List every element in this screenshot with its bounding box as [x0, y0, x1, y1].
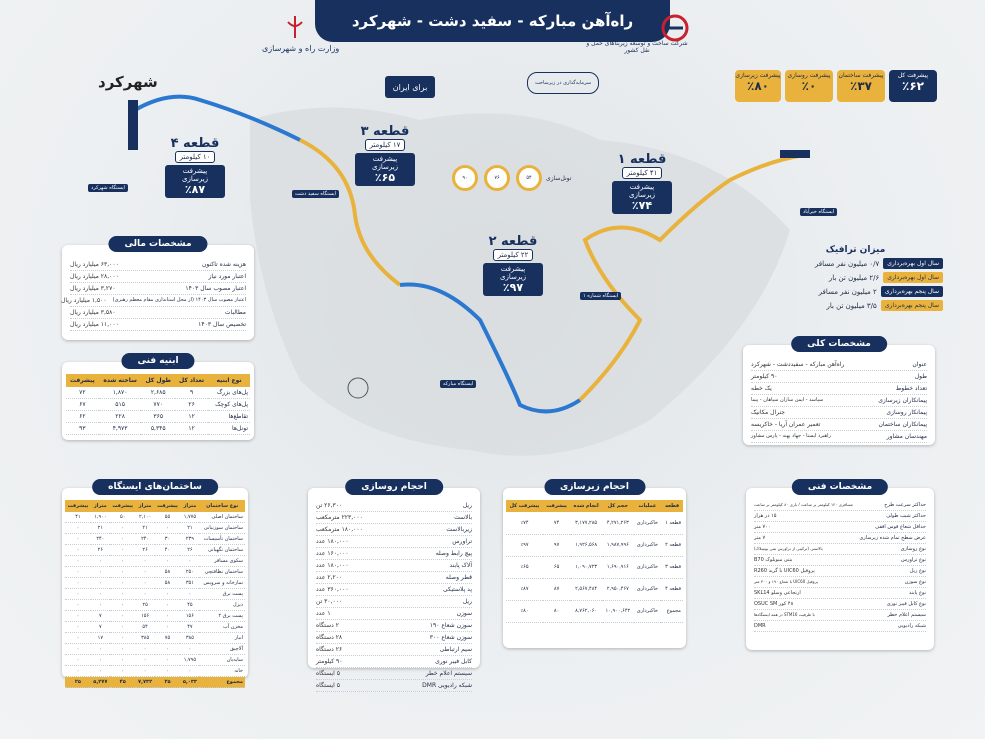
tech-row: شبکه رادیویی DMR [754, 621, 926, 632]
structures-table: نوع ابنیه تعداد کل طول کل ساخته شده پیشرفت پل‌های بزرگ ۹ ۲,۶۸۵ ۱,۸۷۰ ۷۲ پل‌های کوچک ۲۶ ۷۷۰ ۵۱۵ ۶۷ تقاطع‌ها ۱۲ ۳۶۵ ۲۲۸ ۶۲ تونل‌ها ۱۲ ۵,۳۴۵ ۴,۹۷۳ ۹۳ [66, 374, 250, 435]
stat-circle: ۷۶ [484, 165, 510, 191]
pav-row: ریل ۳۰,۰۰۰ تن [316, 596, 472, 608]
pav-row: سیستم اعلام خطر ۵ ایستگاه [316, 668, 472, 680]
fin-row: اعتبار مصوب سال ۱۴۰۳ ۳,۲۷۰ میلیارد ریال [70, 283, 246, 295]
building-progress: پیشرفت ساختمان ٪۳۷ [837, 70, 885, 102]
traffic-box [768, 245, 943, 314]
table-row: سکوی مسافر ۰ ۰ ۰ ۰ ۰ ۰ [65, 556, 245, 567]
section-progress: پیشرفت زیرسازی ٪۶۵ [355, 153, 415, 186]
station-shahrekord-marker [128, 100, 138, 150]
table-row: تونل‌ها ۱۲ ۵,۳۴۵ ۴,۹۷۳ ۹۳ [66, 423, 250, 435]
section-4 [165, 136, 225, 198]
table-row: پست برق ۰ ۰ ۰ ۰ ۰ ۰ [65, 589, 245, 600]
tech-row: نوع کابل فیبر نوری ۴۸ کور OSUC SM [754, 599, 926, 610]
fin-row: هزینه شده تاکنون ۶۳,۰۰۰ میلیارد ریال [70, 259, 246, 271]
overall-progress [735, 70, 937, 102]
section-name: قطعه ۴ [170, 136, 220, 151]
section-km: ۱۰ کیلومتر [175, 151, 216, 163]
spec-row: پیمانکاران ساختمان تعمیر عمران آریا - خاکریسه [751, 419, 927, 431]
stat-circle: ۹۰ [452, 165, 478, 191]
table-row: انبار ۳۸۵ ۷۵ ۳۸۵ ۰ ۱۷ ۰ [65, 633, 245, 644]
pav-row: شبکه رادیویی DMR ۵ ایستگاه [316, 680, 472, 692]
structures-panel [62, 356, 254, 440]
ministry-name: وزارت راه و شهرسازی [262, 44, 340, 53]
table-row: ساختمان تأسیسات ۲۳۹ ۳۰ ۲۴۰ ۰ ۲۴۰ ۰ [65, 534, 245, 545]
pav-row: زیربالاست ۱۸۰,۰۰۰ مترمکعب [316, 524, 472, 536]
emblem-icon [284, 14, 306, 40]
stat-icons [452, 161, 582, 195]
fin-row: اعتبار مورد نیاز ۲۸,۰۰۰ میلیارد ریال [70, 271, 246, 283]
section-name: قطعه ۲ [488, 234, 538, 249]
table-row: دیزل ۴۵ ۰ ۲۵ ۰ ۰ ۰ [65, 600, 245, 611]
panel-title: مشخصات فنی [792, 479, 888, 495]
buildings-table: نوع ساختمان متراژ پیشرفت متراژ پیشرفت متراژ پیشرفت ساختمان اصلی ۱,۷۷۵ ۵۵ ۲,۱۰۰ ۵۰ ۱,۹۰۰ ۴۱ ساختمان سوزنبانی ۲۱ ۰ ۲۱ ۰ ۲۱ ۰ ساختمان تأسیسات ۲۳۹ ۳۰ ۲۴۰ ۰ ۲۴۰ ۰ ساختمان نگهبانی ۲۶ ۴۰ ۲۶ ۰ ۲۶ ۰ سکوی مسافر ۰ ۰ ۰ ۰ ۰ ۰ ساختمان نظافتچی ۲۵۰ ۵۸ ۰ ۰ ۰ ۰ نمازخانه و سرویس ۳۵۱ ۵۸ ۰ ۰ ۰ ۰ پست برق ۰ ۰ ۰ ۰ ۰ ۰ دیزل ۴۵ ۰ ۲۵ ۰ ۰ ۰ پست برق ۲ ۱۵۶ ۰ ۱۵۶ ۰ ۷ ۰ مخزن آب ۴۷ ۰ ۵۴ ۰ ۷ ۰ انبار ۳۸۵ ۷۵ ۳۸۵ ۰ ۱۷ ۰ آلاچیق ۰ ۰ ۰ ۰ ۰ ۰ سایه‌بان ۱,۷۹۵ ۰ ۰ ۰ ۰ ۰ خانه ۰ ۰ ۰ ۰ ۰ ۰ مجموع ۵,۰۳۳ ۲۵ ۷,۷۳۲ ۴۵ ۵,۲۷۷ ۲۵ [65, 500, 245, 688]
substructure-table: قطعه عملیات حجم کل انجام شده پیشرفت پیشرفت کل قطعه ۱ خاکبرداری ۴,۲۷۱,۲۶۳ ۳,۱۷۷,۲۸۵ ۷۴ ٪۷۴ قطعه ۲ خاکبرداری ۱,۹۸۷,۹۹۶ ۱,۹۲۶,۵۶۸ ۹۷ ٪۹۷ قطعه ۳ خاکبرداری ۱,۶۹۰,۹۱۶ ۱,۰۹۰,۷۲۳ ۶۵ ٪۶۵ قطعه ۴ خاکبرداری ۲,۹۵۰,۴۶۷ ۲,۵۶۷,۴۸۴ ۸۷ ٪۸۷ مجموع خاکبرداری ۱۰,۹۰۰,۶۴۲ ۸,۷۶۲,۰۶۰ ۸۰ ٪۸۰ [506, 500, 683, 623]
table-footer: مجموع ۵,۰۳۳ ۲۵ ۷,۷۳۲ ۴۵ ۵,۲۷۷ ۲۵ [65, 677, 245, 688]
brand-title: برای ایران [385, 76, 435, 98]
city-label: شهرکرد [98, 73, 158, 91]
pav-row: پد پلاستیکی ۳۶۰,۰۰۰ عدد [316, 584, 472, 596]
slogan: سرمایه‌گذاری در زیرساخت [527, 72, 599, 94]
pavement-panel [308, 482, 480, 689]
traffic-row: سال اول بهره‌برداری ۰/۷ میلیون نفر مسافر [768, 258, 943, 269]
table-row: مخزن آب ۴۷ ۰ ۵۴ ۰ ۷ ۰ [65, 622, 245, 633]
table-row: ساختمان نظافتچی ۲۵۰ ۵۸ ۰ ۰ ۰ ۰ [65, 567, 245, 578]
pav-row: تراورس ۱۸۰,۰۰۰ عدد [316, 536, 472, 548]
panel-title: مشخصات مالی [108, 236, 207, 252]
pav-row: ریل ۲۶,۳۰۰ تن [316, 500, 472, 512]
section-name: قطعه ۱ [617, 152, 667, 167]
substructure-progress: پیشرفت زیرسازی ٪۸۰ [735, 70, 781, 102]
table-row: پل‌های بزرگ ۹ ۲,۶۸۵ ۱,۸۷۰ ۷۲ [66, 387, 250, 399]
section-1 [612, 152, 672, 214]
table-row: ساختمان نگهبانی ۲۶ ۴۰ ۲۶ ۰ ۲۶ ۰ [65, 545, 245, 556]
financial-panel [61, 239, 254, 340]
tech-row: نوع تراورس بتنی منوبلوک B70 [754, 555, 926, 566]
table-row: سایه‌بان ۱,۷۹۵ ۰ ۰ ۰ ۰ ۰ [65, 655, 245, 666]
table-row: ساختمان اصلی ۱,۷۷۵ ۵۵ ۲,۱۰۰ ۵۰ ۱,۹۰۰ ۴۱ [65, 512, 245, 523]
section-km: ۲۲ کیلومتر [493, 249, 534, 261]
tech-row: نوع سوزن پروفیل UIC60 با شعاع ۱۹۰ و ۳۰۰ متر [754, 577, 926, 588]
tunnel-label: تونل‌سازی [546, 175, 572, 182]
tech-row: نوع ریل پروفیل UIC60 با گرید R260 [754, 566, 926, 577]
section-km: ۱۷ کیلومتر [365, 139, 406, 151]
station-label: ایستگاه شماره ۱ [580, 292, 621, 300]
pavement-progress: پیشرفت روسازی ٪۰ [785, 70, 833, 102]
spec-row: پیمانکار روسازی جنرال مکانیک [751, 407, 927, 419]
section-progress: پیشرفت زیرسازی ٪۹۷ [483, 263, 543, 296]
section-km: ۴۱ کیلومتر [622, 167, 663, 179]
section-name: قطعه ۳ [360, 124, 410, 139]
table-row: مجموع خاکبرداری ۱۰,۹۰۰,۶۴۲ ۸,۷۶۲,۰۶۰ ۸۰ ٪۸۰ [506, 600, 683, 622]
panel-title: احجام روسازی [345, 479, 443, 495]
section-3 [355, 124, 415, 186]
tech-row: نوع روسازی بالاستی (ترکیبی از تراورس بتنی یونیبلاک) [754, 544, 926, 555]
stat-circle: ۵۴ [516, 165, 542, 191]
pav-row: کابل فیبر نوری ۹۰ کیلومتر [316, 656, 472, 668]
technical-specs-panel [746, 482, 934, 650]
total-progress: پیشرفت کل ٪۶۲ [889, 70, 937, 102]
spec-row: پیمانکاران زیرسازی سپاسد - ایمن سازان سپاهان - پیما [751, 395, 927, 407]
spec-row: مهندسان مشاور راهبرد ایستا - جهاد پهنه - پارس مشاور [751, 431, 927, 443]
panel-title: ابنیه فنی [121, 353, 194, 369]
pav-row: سوزن شعاع ۳۰۰ ۲۸ دستگاه [316, 632, 472, 644]
buildings-panel [62, 482, 248, 685]
fin-row: تخصیص سال ۱۴۰۳ ۱۱,۰۰۰ میلیارد ریال [70, 319, 246, 331]
table-row: پست برق ۲ ۱۵۶ ۰ ۱۵۶ ۰ ۷ ۰ [65, 611, 245, 622]
tech-row: عرض سطح تمام شده زیرسازی ۷ متر [754, 533, 926, 544]
panel-title: مشخصات کلی [791, 336, 887, 352]
table-row: تقاطع‌ها ۱۲ ۳۶۵ ۲۲۸ ۶۲ [66, 411, 250, 423]
table-row: ساختمان سوزنبانی ۲۱ ۰ ۲۱ ۰ ۲۱ ۰ [65, 523, 245, 534]
traffic-row: سال پنجم بهره‌برداری ۳/۵ میلیون تن بار [768, 300, 943, 311]
station-label: ایستگاه شهرکرد [88, 184, 128, 192]
station-mobarakeh-marker [780, 150, 810, 158]
section-progress: پیشرفت زیرسازی ٪۷۴ [612, 181, 672, 214]
pav-row: سوزن شعاع ۱۹۰ ۲ دستگاه [316, 620, 472, 632]
section-progress: پیشرفت زیرسازی ٪۸۷ [165, 165, 225, 198]
spec-row: تعداد خطوط یک خطه [751, 383, 927, 395]
company-name: شرکت ساخت و توسعه زیربناهای حمل و نقل کشور [586, 40, 688, 54]
pav-row: پیچ رابط وصله ۱۶۰,۰۰۰ عدد [316, 548, 472, 560]
general-specs-panel [743, 339, 935, 445]
station-label: ایستگاه مبارکه [440, 380, 476, 388]
traffic-row: سال پنجم بهره‌برداری ۲ میلیون نفر مسافر [768, 286, 943, 297]
section-2 [483, 234, 543, 296]
table-row: پل‌های کوچک ۲۶ ۷۷۰ ۵۱۵ ۶۷ [66, 399, 250, 411]
tech-row: حداقل شعاع قوس افقی ۷۰۰ متر [754, 522, 926, 533]
page-title: راه‌آهن مبارکه - سفید دشت - شهرکرد [315, 0, 670, 42]
tech-row: سیستم اعلام خطر با ظرفیت STM16 در همه ایستگاه‌ها [754, 610, 926, 621]
pav-row: آلاک پابند ۱۸۰,۰۰۰ عدد [316, 560, 472, 572]
station-label: ایستگاه خیرآباد [800, 208, 837, 216]
traffic-row: سال اول بهره‌برداری ۲/۶ میلیون تن بار [768, 272, 943, 283]
table-row: قطعه ۲ خاکبرداری ۱,۹۸۷,۹۹۶ ۱,۹۲۶,۵۶۸ ۹۷ ٪۹۷ [506, 534, 683, 556]
spec-row: طول ۹۰ کیلومتر [751, 371, 927, 383]
fin-row: مطالبات ۳,۵۸۰ میلیارد ریال [70, 307, 246, 319]
table-row: قطعه ۴ خاکبرداری ۲,۹۵۰,۴۶۷ ۲,۵۶۷,۴۸۴ ۸۷ ٪۸۷ [506, 578, 683, 600]
pav-row: سیم ارتباطی ۲۶ دستگاه [316, 644, 472, 656]
pav-row: بالاست ۲۲۳,۰۰۰ مترمکعب [316, 512, 472, 524]
spec-row: عنوان راه‌آهن مبارکه - سفیددشت - شهرکرد [751, 359, 927, 371]
panel-title: احجام زیرسازی [544, 479, 645, 495]
pav-row: سوزن ۱ عدد [316, 608, 472, 620]
table-row: قطعه ۱ خاکبرداری ۴,۲۷۱,۲۶۳ ۳,۱۷۷,۲۸۵ ۷۴ ٪۷۴ [506, 512, 683, 534]
station-label: ایستگاه سفید دشت [292, 190, 339, 198]
tech-row: نوع پابند ارتجاعی وسلو SKL14 [754, 588, 926, 599]
pav-row: قطر وصله ۲,۲۰۰ عدد [316, 572, 472, 584]
traffic-title: میزان ترافیک [825, 245, 886, 255]
fin-row: اعتبار مصوب سال ۱۴۰۳ (از محل استانداری مقام معظم رهبری) ۱,۵۰۰ میلیارد ریال [70, 295, 246, 307]
tech-row: حداکثر شیب طولی ۱۵ در هزار [754, 511, 926, 522]
substructure-panel [503, 482, 686, 648]
tech-row: حداکثر سرعت طرح مسافری ۱۲۰ کیلومتر بر ساعت / باری ۸۰ کیلومتر بر ساعت [754, 500, 926, 511]
table-row: نمازخانه و سرویس ۳۵۱ ۵۸ ۰ ۰ ۰ ۰ [65, 578, 245, 589]
table-row: قطعه ۳ خاکبرداری ۱,۶۹۰,۹۱۶ ۱,۰۹۰,۷۲۳ ۶۵ ٪۶۵ [506, 556, 683, 578]
table-row: آلاچیق ۰ ۰ ۰ ۰ ۰ ۰ [65, 644, 245, 655]
table-row: خانه ۰ ۰ ۰ ۰ ۰ ۰ [65, 666, 245, 677]
panel-title: ساختمان‌های ایستگاه [92, 479, 218, 495]
